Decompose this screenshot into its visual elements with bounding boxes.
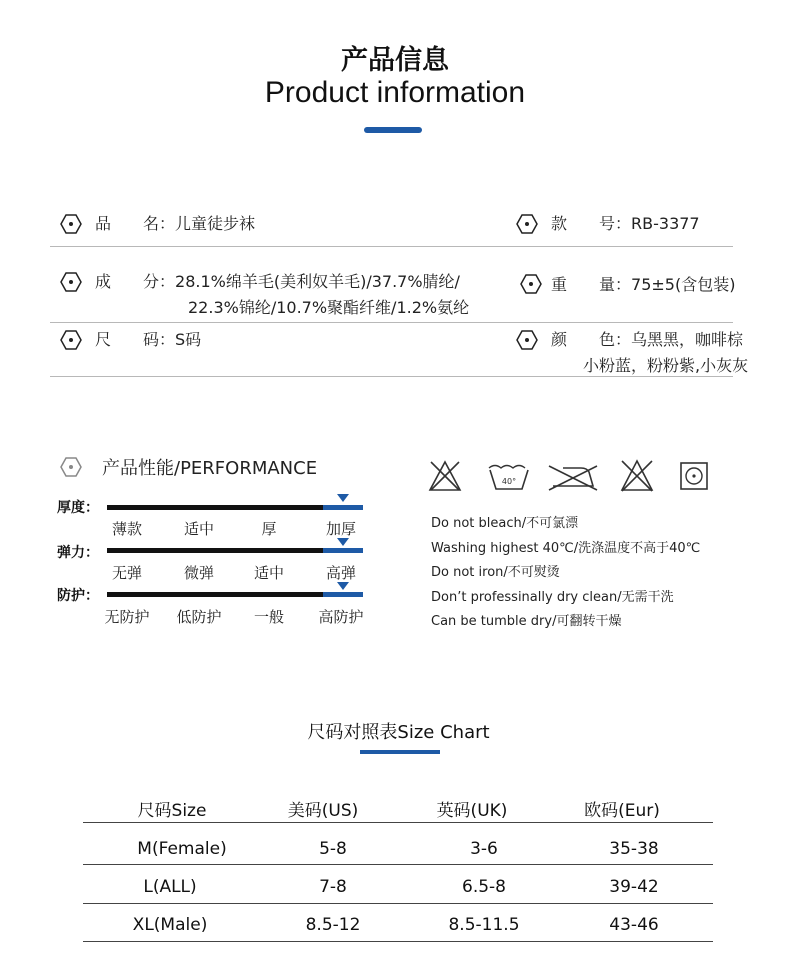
hexagon-bullet-icon — [60, 271, 82, 293]
performance-marker-icon — [337, 582, 349, 590]
info-weight-value: 75±5(含包装) — [631, 275, 736, 294]
size-chart-cell: 8.5-12 — [305, 915, 361, 935]
size-chart-header: 欧码(Eur) — [584, 801, 660, 821]
size-chart-cell: L(ALL) — [143, 877, 197, 897]
info-divider — [50, 376, 733, 377]
info-divider — [50, 322, 733, 323]
care-text: Washing highest 40℃/洗涤温度不高于40℃ — [431, 541, 701, 556]
performance-option: 高防护 — [318, 608, 364, 626]
performance-option: 加厚 — [325, 520, 356, 538]
size-chart-cell: 43-46 — [609, 915, 659, 935]
hexagon-bullet-icon — [516, 329, 538, 351]
size-chart-header: 尺码Size — [137, 801, 207, 821]
performance-option: 适中 — [253, 564, 284, 582]
size-chart-cell: 6.5-8 — [462, 877, 506, 897]
performance-bar-highlight — [323, 505, 363, 510]
care-text: Can be tumble dry/可翻转干燥 — [431, 614, 622, 629]
info-size-value: S码 — [175, 330, 202, 349]
info-model-value: RB-3377 — [631, 214, 700, 233]
performance-option: 一般 — [253, 608, 284, 626]
size-chart-cell: 7-8 — [319, 877, 347, 897]
size-chart-header: 美码(US) — [287, 801, 359, 821]
info-color — [551, 328, 743, 352]
performance-marker-icon — [337, 538, 349, 546]
hexagon-bullet-icon — [60, 213, 82, 235]
size-chart-cell: 8.5-11.5 — [448, 915, 520, 935]
performance-option: 适中 — [183, 520, 214, 538]
performance-title: 产品性能/PERFORMANCE — [102, 458, 318, 479]
hexagon-bullet-icon — [520, 273, 542, 295]
performance-bar-highlight — [323, 548, 363, 553]
info-material-label: 成 分： — [95, 272, 176, 291]
info-size — [95, 328, 201, 352]
performance-option: 薄款 — [111, 520, 142, 538]
wash-temp-label: 40° — [501, 477, 517, 486]
info-name-value: 儿童徒步袜 — [175, 214, 256, 233]
size-chart-cell: M(Female) — [137, 839, 227, 859]
performance-option: 厚 — [261, 520, 277, 538]
performance-label-protection: 防护： — [57, 588, 99, 604]
info-weight — [551, 273, 735, 297]
page-title-en: Product information — [264, 76, 526, 109]
performance-bar-elasticity — [107, 548, 323, 553]
size-chart-cell: XL(Male) — [132, 915, 208, 935]
size-chart-header: 英码(UK) — [436, 801, 508, 821]
performance-marker-icon — [337, 494, 349, 502]
info-color-value-2: 小粉蓝，粉粉紫,小灰灰 — [583, 356, 749, 375]
performance-bar-thickness — [107, 505, 323, 510]
info-material-value-1: 28.1%绵羊毛(美利奴羊毛)/37.7%腈纶/ — [175, 272, 460, 291]
size-chart-divider — [83, 864, 713, 865]
performance-option: 低防护 — [176, 608, 222, 626]
info-weight-label: 重 量： — [551, 275, 632, 294]
size-chart-divider — [83, 941, 713, 942]
performance-label-elasticity: 弹力： — [57, 545, 99, 561]
info-model — [551, 212, 700, 236]
performance-bar-protection — [107, 592, 323, 597]
info-model-label: 款 号： — [551, 214, 632, 233]
info-name — [95, 212, 255, 236]
size-chart-divider — [83, 822, 713, 823]
size-chart-cell: 5-8 — [319, 839, 347, 859]
title-underline — [364, 127, 422, 133]
performance-label-thickness: 厚度： — [57, 500, 99, 516]
performance-option: 高弹 — [325, 564, 356, 582]
performance-option: 无防护 — [104, 608, 150, 626]
size-chart-divider — [83, 903, 713, 904]
no-dry-clean-icon — [619, 458, 655, 494]
wash-40-icon — [487, 458, 531, 494]
no-iron-icon — [545, 458, 601, 494]
performance-bar-highlight — [323, 592, 363, 597]
care-text: Do not iron/不可熨烫 — [431, 565, 560, 580]
performance-option: 无弹 — [111, 564, 142, 582]
info-material — [95, 270, 460, 294]
hexagon-bullet-icon — [60, 329, 82, 351]
size-chart-cell: 39-42 — [609, 877, 659, 897]
size-chart-cell: 3-6 — [470, 839, 498, 859]
performance-option: 微弹 — [183, 564, 214, 582]
hexagon-bullet-icon — [60, 456, 82, 478]
size-chart-title: 尺码对照表Size Chart — [307, 722, 490, 743]
tumble-dry-icon — [678, 458, 710, 494]
no-bleach-icon — [427, 458, 463, 494]
size-chart-cell: 35-38 — [609, 839, 659, 859]
hexagon-bullet-icon — [516, 213, 538, 235]
info-material-value-2: 22.3%锦纶/10.7%聚酯纤维/1.2%氨纶 — [188, 298, 470, 317]
info-color-value-1: 乌黑黑，咖啡棕 — [631, 330, 744, 349]
page-title-cn: 产品信息 — [341, 45, 449, 76]
info-name-label: 品 名： — [95, 214, 176, 233]
info-color-label: 颜 色： — [551, 330, 632, 349]
care-text: Do not bleach/不可氯漂 — [431, 516, 579, 531]
info-size-label: 尺 码： — [95, 330, 176, 349]
care-text: Don’t professinally dry clean/无需干洗 — [431, 590, 674, 605]
size-chart-underline — [360, 750, 440, 754]
info-divider — [50, 246, 733, 247]
